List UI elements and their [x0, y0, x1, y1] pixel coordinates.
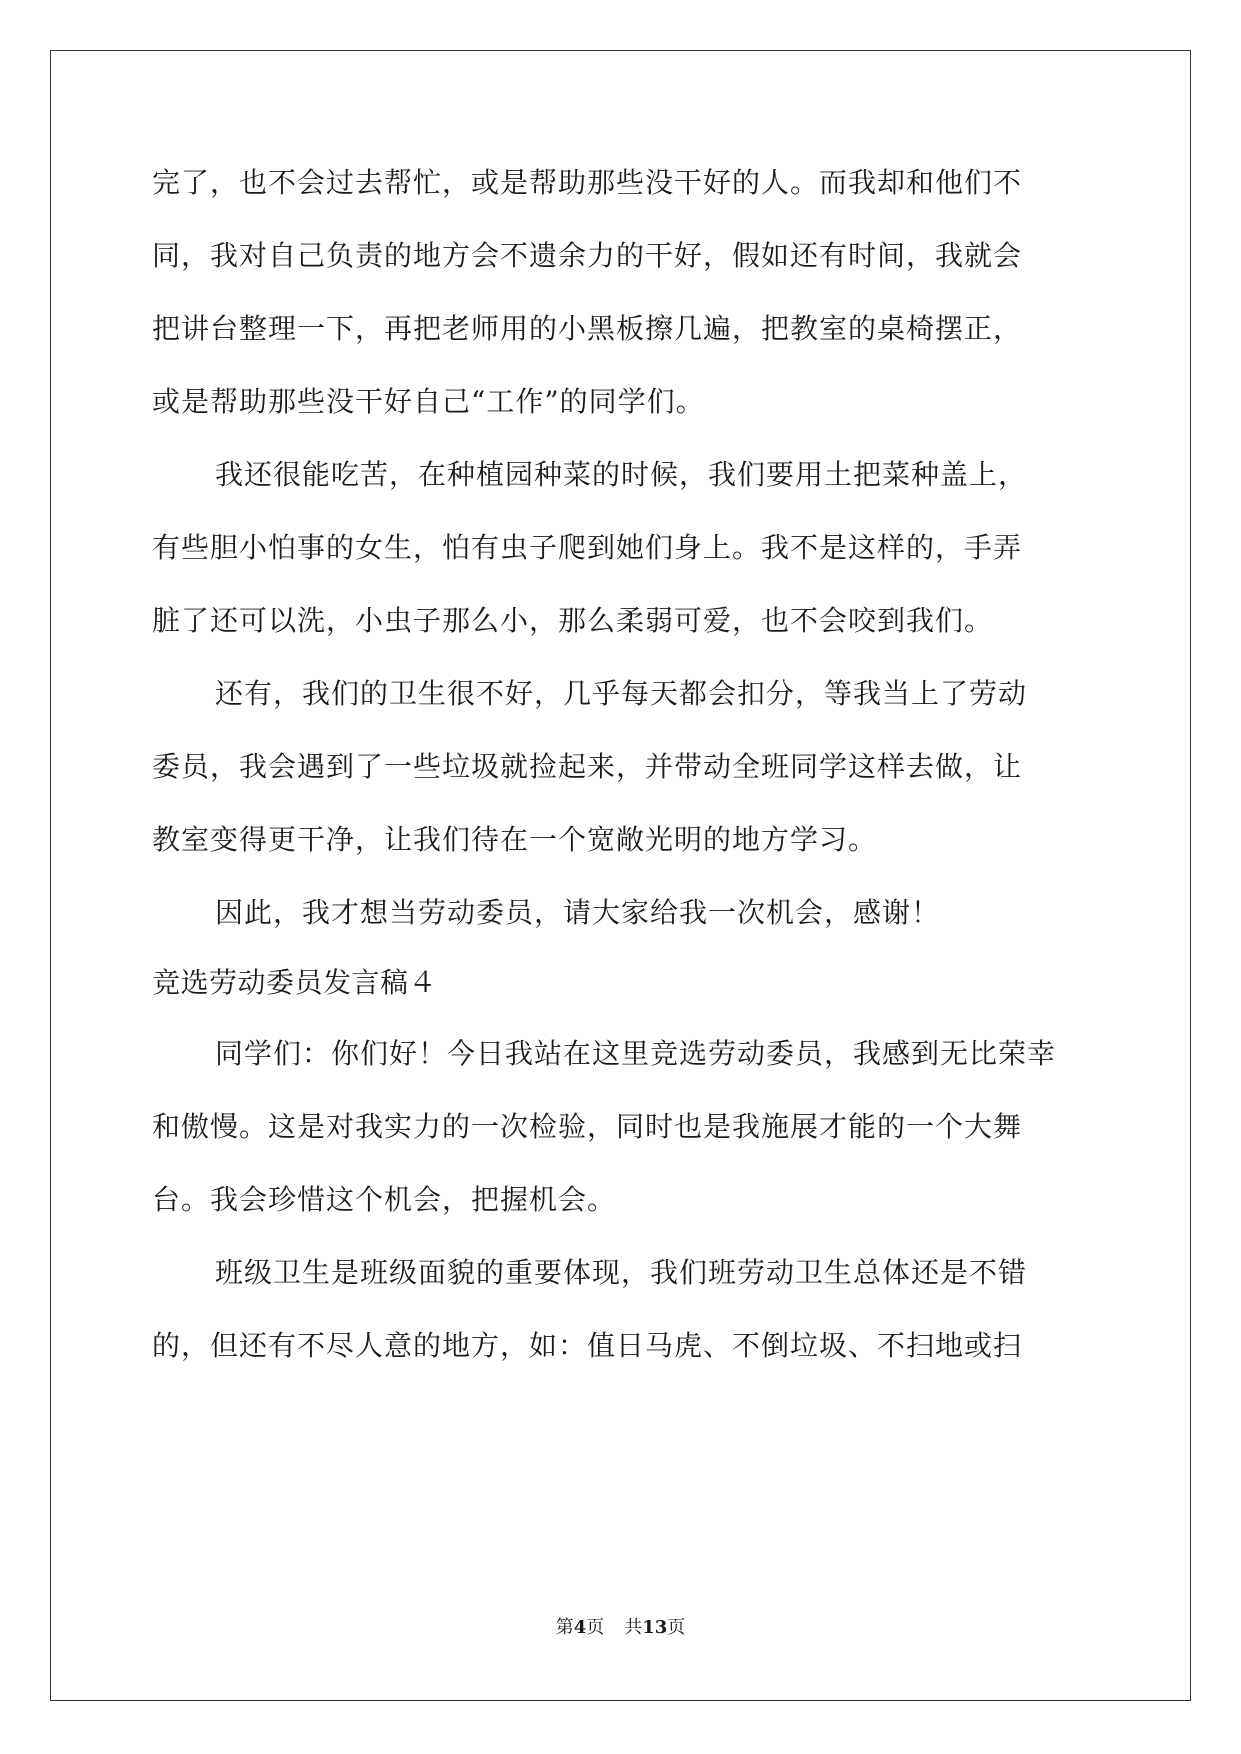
text-line: 有些胆小怕事的女生，怕有虫子爬到她们身上。我不是这样的，手弄 [152, 531, 1023, 564]
paragraph-start-line: 因此，我才想当劳动委员，请大家给我一次机会，感谢！ [215, 896, 941, 929]
page-suffix: 页 [586, 1617, 605, 1638]
page-footer [0, 1616, 1241, 1640]
page-prefix: 第 [555, 1617, 574, 1638]
text-line: 委员，我会遇到了一些垃圾就捡起来，并带动全班同学这样去做，让 [152, 750, 1023, 783]
text-line: 把讲台整理一下，再把老师用的小黑板擦几遍，把教室的桌椅摆正， [152, 312, 1023, 345]
text-line: 或是帮助那些没干好自己“工作”的同学们。 [152, 385, 705, 418]
page-number: 4 [573, 1617, 587, 1638]
text-line: 完了，也不会过去帮忙，或是帮助那些没干好的人。而我却和他们不 [152, 166, 1023, 199]
section-heading: 竞选劳动委员发言稿４ [152, 966, 438, 999]
text-line: 和傲慢。这是对我实力的一次检验，同时也是我施展才能的一个大舞 [152, 1110, 1023, 1143]
paragraph-start-line: 同学们：你们好！今日我站在这里竞选劳动委员，我感到无比荣幸 [215, 1037, 1057, 1070]
total-pages: 13 [642, 1617, 668, 1638]
text-line: 台。我会珍惜这个机会，把握机会。 [152, 1183, 617, 1216]
text-line: 教室变得更干净，让我们待在一个宽敞光明的地方学习。 [152, 823, 878, 856]
paragraph-start-line: 班级卫生是班级面貌的重要体现，我们班劳动卫生总体还是不错 [215, 1256, 1028, 1289]
total-prefix: 共 [624, 1617, 643, 1638]
paragraph-start-line: 还有，我们的卫生很不好，几乎每天都会扣分，等我当上了劳动 [215, 677, 1028, 710]
text-line: 同，我对自己负责的地方会不遗余力的干好，假如还有时间，我就会 [152, 239, 1023, 272]
text-line: 脏了还可以洗，小虫子那么小，那么柔弱可爱，也不会咬到我们。 [152, 604, 994, 637]
total-suffix: 页 [667, 1617, 686, 1638]
text-line: 的，但还有不尽人意的地方，如：值日马虎、不倒垃圾、不扫地或扫 [152, 1329, 1023, 1362]
paragraph-start-line: 我还很能吃苦，在种植园种菜的时候，我们要用土把菜种盖上， [215, 458, 1028, 491]
page-border [50, 50, 1191, 1701]
